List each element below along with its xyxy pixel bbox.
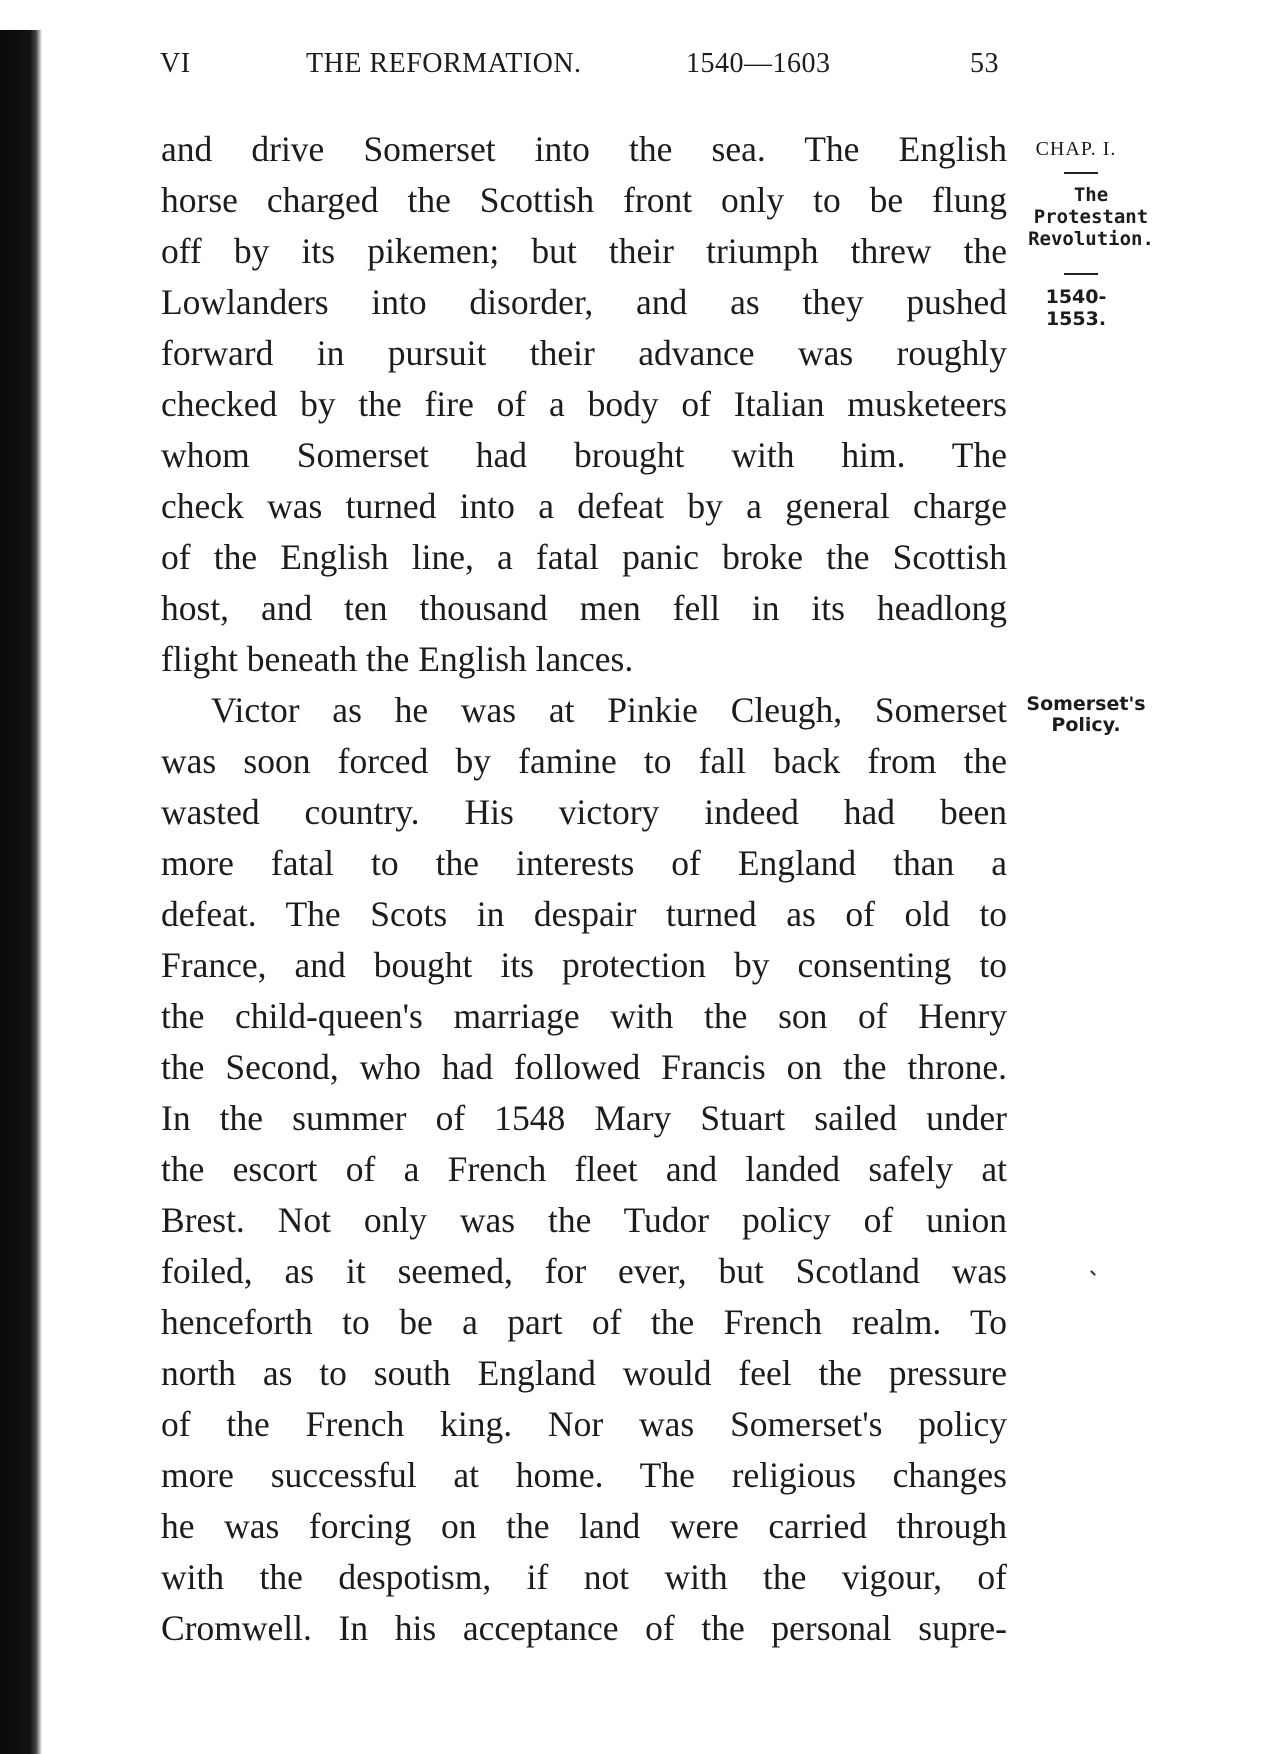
margin-note-line: Policy. [1051, 714, 1121, 736]
margin-dates: 1540-1553. [1045, 286, 1107, 330]
text-line: the escort of a French fleet and landed safely at [161, 1149, 1007, 1189]
text-line: forward in pursuit their advance was roughly [161, 333, 1007, 373]
text-line: he was forcing on the land were carried through [161, 1506, 1007, 1546]
text-line: defeat. The Scots in despair turned as of old to [161, 894, 1007, 934]
text-line: the child-queen's marriage with the son of Henry [161, 996, 1007, 1036]
text-line: more successful at home. The religious changes [161, 1455, 1007, 1495]
running-head-dates: 1540—1603 [686, 48, 831, 79]
stray-mark [1090, 1270, 1096, 1276]
paragraph-start-line: Victor as he was at Pinkie Cleugh, Somerset [211, 690, 1007, 730]
text-line: and drive Somerset into the sea. The English [161, 129, 1007, 169]
binding-edge [0, 30, 42, 1754]
text-line: was soon forced by famine to fall back from the [161, 741, 1007, 781]
margin-section-title [1016, 184, 1166, 250]
body-text [161, 124, 1007, 1654]
text-line: north as to south England would feel the pressure [161, 1353, 1007, 1393]
text-line: the Second, who had followed Francis on the throne. [161, 1047, 1007, 1087]
text-line: flight beneath the English lances. [161, 639, 634, 679]
margin-note-somersets-policy [1016, 694, 1156, 736]
text-line: check was turned into a defeat by a general charge [161, 486, 1007, 526]
margin-rule [1064, 172, 1098, 174]
text-line: wasted country. His victory indeed had been [161, 792, 1007, 832]
text-line: henceforth to be a part of the French realm. To [161, 1302, 1007, 1342]
text-line: Brest. Not only was the Tudor policy of union [161, 1200, 1007, 1240]
margin-rule [1064, 273, 1098, 275]
text-line: checked by the fire of a body of Italian musketeers [161, 384, 1007, 424]
text-line: horse charged the Scottish front only to be flung [161, 180, 1007, 220]
text-line: of the French king. Nor was Somerset's policy [161, 1404, 1007, 1444]
text-line: more fatal to the interests of England than a [161, 843, 1007, 883]
text-line: France, and bought its protection by consenting to [161, 945, 1007, 985]
text-line: foiled, as it seemed, for ever, but Scotland was [161, 1251, 1007, 1291]
running-head-chapter: VI [160, 48, 191, 79]
margin-section-title-line: Revolution. [1028, 228, 1154, 250]
text-line: with the despotism, if not with the vigour, of [161, 1557, 1007, 1597]
running-head-title: THE REFORMATION. [306, 48, 582, 79]
text-line: of the English line, a fatal panic broke the Scottish [161, 537, 1007, 577]
margin-note-line: Somerset's [1026, 693, 1146, 715]
margin-section-title-line: The [1073, 184, 1109, 206]
text-line: whom Somerset had brought with him. The [161, 435, 1007, 475]
text-line: Cromwell. In his acceptance of the personal supre- [161, 1608, 1007, 1648]
running-head [158, 48, 1008, 88]
text-line: In the summer of 1548 Mary Stuart sailed under [161, 1098, 1007, 1138]
margin-section-title-line: Protestant [1033, 206, 1149, 228]
page-number: 53 [970, 48, 999, 79]
margin-chapter-label: CHAP. I. [1035, 138, 1117, 160]
text-line: Lowlanders into disorder, and as they pushed [161, 282, 1007, 322]
text-line: host, and ten thousand men fell in its headlong [161, 588, 1007, 628]
text-line: off by its pikemen; but their triumph threw the [161, 231, 1007, 271]
